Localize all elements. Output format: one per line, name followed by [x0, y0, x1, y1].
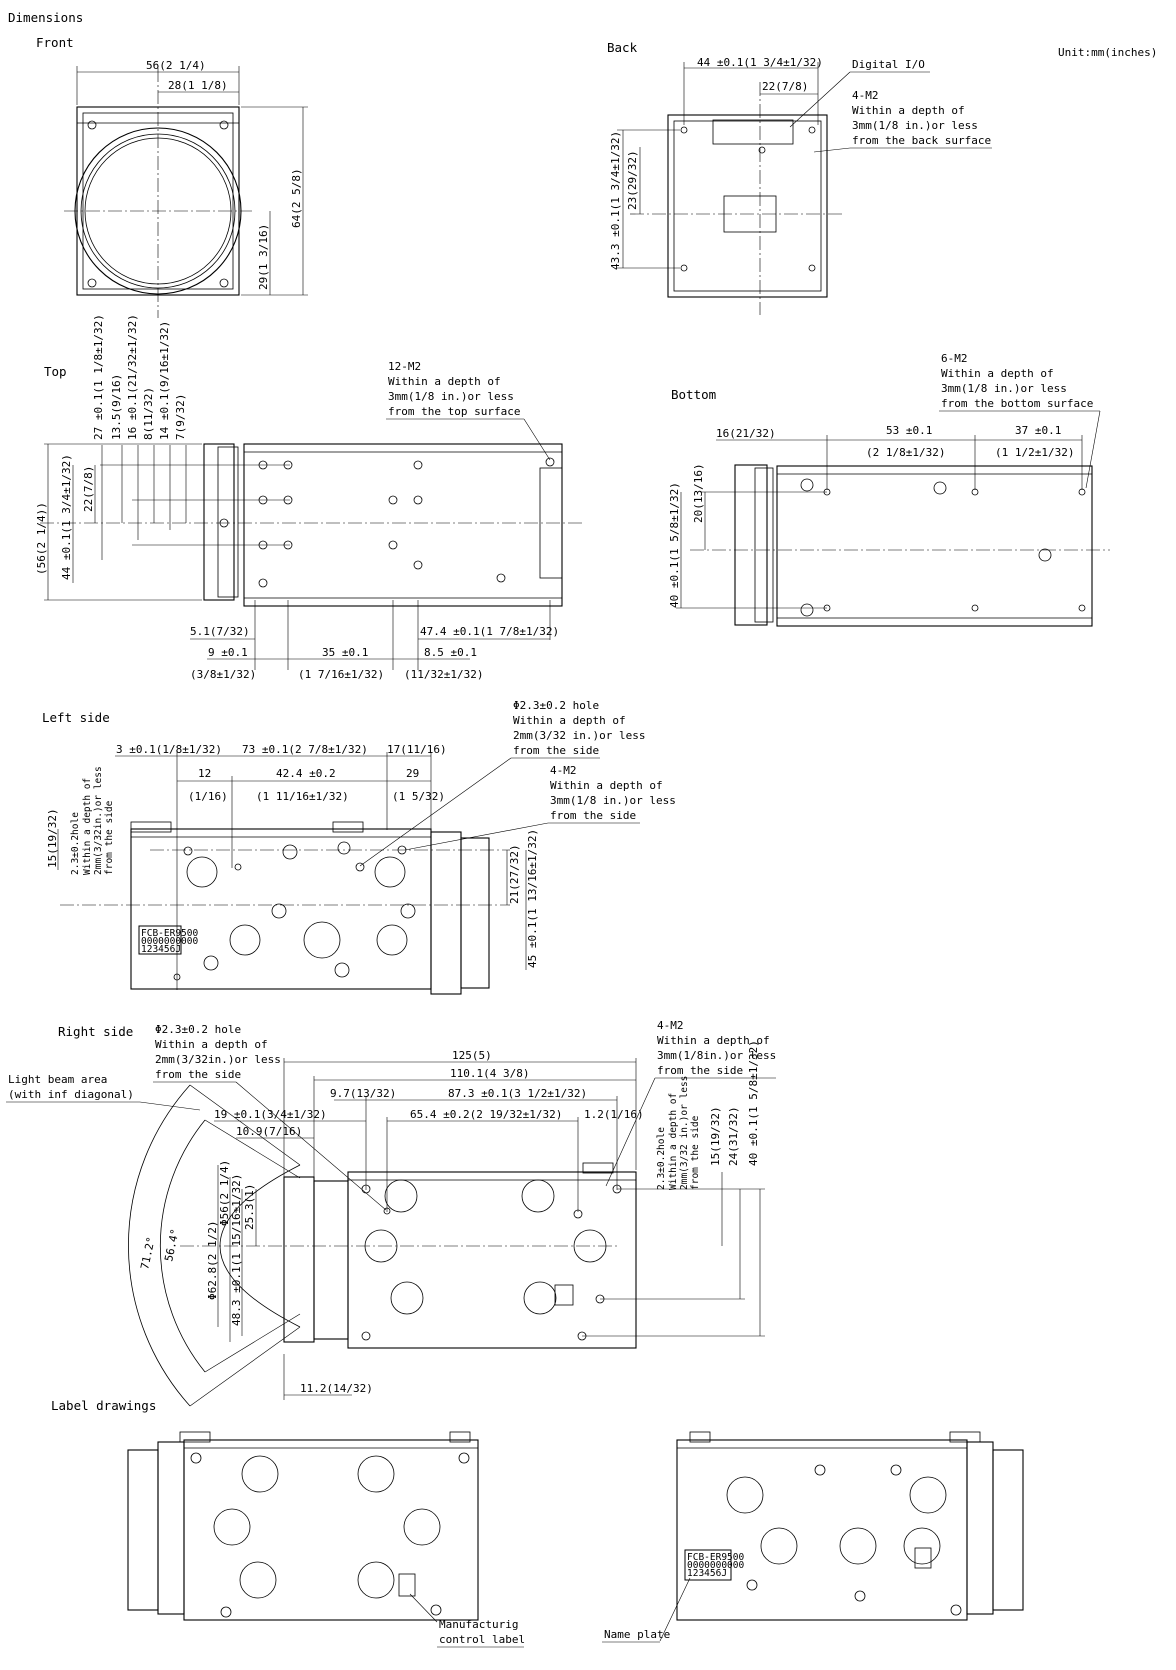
top-dim-27: 27 ±0.1(1 1/8±1/32): [92, 314, 105, 440]
back-dim-half: 22(7/8): [762, 80, 809, 93]
right-dim-62-8: Φ62.8(2 1/2): [206, 1220, 219, 1300]
back-callout-digital-io: Digital I/O: [852, 58, 925, 71]
front-dim-height: 64(2 5/8): [290, 168, 303, 228]
right-hole-note-1: 2.3±0.2hole: [656, 1127, 667, 1190]
left-hole-note-4: from the side: [104, 800, 115, 875]
bottom-dim-20: 20(13/16): [692, 463, 705, 523]
left-side-view: [42, 699, 676, 994]
right-dim-24: 24(31/32): [727, 1106, 740, 1166]
right-callout-m2-2: Within a depth of: [657, 1034, 770, 1047]
top-dim-47-4: 47.4 ±0.1(1 7/8±1/32): [420, 625, 560, 638]
top-callout-depth: Within a depth of: [388, 375, 501, 388]
front-dim-center-height: 29(1 3/16): [257, 223, 270, 290]
bottom-callout-surface: from the bottom surface: [941, 397, 1094, 410]
unit-label: Unit:mm(inches): [1058, 46, 1158, 59]
right-hole-note-2: Within a depth of: [668, 1092, 679, 1190]
back-dim-width: 44 ±0.1(1 3/4±1/32): [697, 56, 823, 69]
top-dim-44: 44 ±0.1(1 3/4±1/32): [60, 454, 73, 580]
back-callout-depth: Within a depth of: [852, 104, 965, 117]
front-title: Front: [36, 35, 74, 50]
left-callout-m2-2: Within a depth of: [550, 779, 663, 792]
right-dim-87-3: 87.3 ±0.1(3 1/2±1/32): [448, 1087, 588, 1100]
left-callout-m2-4: from the side: [550, 809, 637, 822]
top-dim-9: 9 ±0.1: [208, 646, 248, 659]
bottom-callout-3mm: 3mm(1/8 in.)or less: [941, 382, 1067, 395]
left-dim-45: 45 ±0.1(1 13/16±1/32): [526, 828, 539, 968]
right-callout-hole-4: from the side: [155, 1068, 242, 1081]
left-callout-m2-3: 3mm(1/8 in.)or less: [550, 794, 676, 807]
bottom-dim-16: 16(21/32): [716, 427, 776, 440]
top-dim-8-5: 8.5 ±0.1: [424, 646, 477, 659]
right-dim-11-2: 11.2(14/32): [300, 1382, 373, 1395]
left-callout-hole-3: 2mm(3/32 in.)or less: [513, 729, 646, 742]
left-hole-note-3: 2mm(3/32in.)or less: [93, 766, 104, 875]
left-callout-hole-2: Within a depth of: [513, 714, 626, 727]
back-callout-surface: from the back surface: [852, 134, 992, 147]
label-drawings-title: Label drawings: [51, 1398, 157, 1413]
left-hole-note-1: 2.3±0.2hole: [70, 812, 81, 875]
bottom-callout-depth: Within a depth of: [941, 367, 1054, 380]
right-dim-48-3: 48.3 ±0.1(1 15/16±1/32): [230, 1173, 243, 1326]
left-callout-hole-4: from the side: [513, 744, 600, 757]
right-angle-71: 71.2°: [138, 1235, 158, 1271]
right-dim-15: 15(19/32): [709, 1106, 722, 1166]
front-dim-half-width: 28(1 1/8): [168, 79, 228, 92]
plate-code: 123456J: [687, 1568, 728, 1579]
right-dim-25-3: 25.3(1): [243, 1183, 256, 1230]
top-dim-frac-1: (3/8±1/32): [190, 668, 257, 681]
bottom-title: Bottom: [671, 387, 717, 402]
bottom-callout-m2: 6-M2: [941, 352, 968, 365]
left-dim-42-4: 42.4 ±0.2: [276, 767, 336, 780]
label-callout-name-plate: Name plate: [604, 1628, 671, 1641]
top-dim-22: 22(7/8): [82, 465, 95, 512]
bottom-dim-37: 37 ±0.1: [1015, 424, 1062, 437]
top-dim-13-5: 13.5(9/16): [110, 373, 123, 440]
left-dim-17: 17(11/16): [387, 743, 447, 756]
back-dim-height: 43.3 ±0.1(1 3/4±1/32): [609, 130, 622, 270]
right-callout-m2-3: 3mm(1/8in.)or less: [657, 1049, 777, 1062]
right-dim-10-9: 10.9(7/16): [236, 1125, 303, 1138]
right-angle-56: 56.4°: [162, 1227, 182, 1263]
top-dim-35: 35 ±0.1: [322, 646, 369, 659]
label-callout-manufacturing-2: control label: [439, 1633, 526, 1646]
left-side-title: Left side: [42, 710, 110, 725]
left-dim-29: 29: [406, 767, 420, 780]
bottom-dim-frac-2: (1 1/2±1/32): [995, 446, 1075, 459]
left-dim-15: 15(19/32): [46, 808, 59, 868]
left-callout-m2-1: 4-M2: [550, 764, 577, 777]
light-beam-label-1: Light beam area: [8, 1073, 108, 1086]
right-dim-1-2: 1.2(1/16): [584, 1108, 644, 1121]
top-dim-frac-2: (1 7/16±1/32): [298, 668, 385, 681]
right-dim-65-4: 65.4 ±0.2(2 19/32±1/32): [410, 1108, 563, 1121]
right-side-title: Right side: [58, 1024, 134, 1039]
right-dim-40: 40 ±0.1(1 5/8±1/32): [747, 1040, 760, 1166]
right-dim-9-7: 9.7(13/32): [330, 1087, 397, 1100]
right-callout-m2-4: from the side: [657, 1064, 744, 1077]
back-title: Back: [607, 40, 638, 55]
right-dim-19: 19 ±0.1(3/4±1/32): [214, 1108, 327, 1121]
right-callout-hole-2: Within a depth of: [155, 1038, 268, 1051]
top-dim-7: 7(9/32): [174, 393, 187, 440]
back-callout-m2: 4-M2: [852, 89, 879, 102]
top-dim-5-1: 5.1(7/32): [190, 625, 250, 638]
top-dim-16: 16 ±0.1(21/32±1/32): [126, 314, 139, 440]
page-title: Dimensions: [8, 10, 84, 25]
plate-serial: 0000000000: [687, 1560, 745, 1571]
bottom-view: [668, 352, 1110, 626]
top-dim-overall: (56(2 1/4)): [35, 502, 48, 575]
left-hole-note-2: Within a depth of: [82, 777, 93, 875]
top-view: [35, 314, 582, 681]
bottom-dim-frac-1: (2 1/8±1/32): [866, 446, 946, 459]
front-dim-width: 56(2 1/4): [146, 59, 206, 72]
left-dim-21: 21(27/32): [508, 844, 521, 904]
right-hole-note-3: 2mm(3/32 in.)or less: [679, 1075, 690, 1190]
left-side-label-serial: 0000000000: [141, 936, 199, 947]
left-dim-frac-1: (1/16): [188, 790, 228, 803]
top-callout-surface: from the top surface: [388, 405, 521, 418]
left-dim-frac-3: (1 5/32): [392, 790, 445, 803]
top-dim-frac-3: (11/32±1/32): [404, 668, 484, 681]
light-beam-label-2: (with inf diagonal): [8, 1088, 134, 1101]
right-callout-hole-1: Φ2.3±0.2 hole: [155, 1023, 242, 1036]
left-dim-frac-2: (1 11/16±1/32): [256, 790, 349, 803]
top-title: Top: [44, 364, 67, 379]
label-callout-manufacturing-1: Manufacturig: [439, 1618, 519, 1631]
left-dim-12: 12: [198, 767, 212, 780]
top-dim-14: 14 ±0.1(9/16±1/32): [158, 320, 171, 440]
right-callout-hole-3: 2mm(3/32in.)or less: [155, 1053, 281, 1066]
top-dim-8: 8(11/32): [142, 387, 155, 440]
back-dim-half-height: 23(29/32): [626, 150, 639, 210]
bottom-dim-53: 53 ±0.1: [886, 424, 933, 437]
back-view: [607, 40, 992, 315]
left-side-label-code: 123456J: [141, 944, 182, 955]
right-side-view: [6, 1019, 776, 1406]
right-callout-m2-1: 4-M2: [657, 1019, 684, 1032]
right-dim-110-1: 110.1(4 3/8): [450, 1067, 530, 1080]
back-callout-3mm: 3mm(1/8 in.)or less: [852, 119, 978, 132]
right-dim-125: 125(5): [452, 1049, 492, 1062]
plate-model: FCB-ER9500: [687, 1552, 745, 1563]
left-dim-73: 73 ±0.1(2 7/8±1/32): [242, 743, 368, 756]
left-side-label-model: FCB-ER9500: [141, 928, 199, 939]
label-drawings: [51, 1398, 1023, 1647]
top-callout-m2: 12-M2: [388, 360, 422, 373]
bottom-dim-40: 40 ±0.1(1 5/8±1/32): [668, 482, 681, 608]
front-view: [36, 35, 308, 318]
right-hole-note-4: from the side: [690, 1115, 701, 1190]
top-callout-3mm: 3mm(1/8 in.)or less: [388, 390, 514, 403]
left-callout-hole-1: Φ2.3±0.2 hole: [513, 699, 600, 712]
right-dim-56: Φ56(2 1/4): [218, 1159, 231, 1226]
left-dim-3: 3 ±0.1(1/8±1/32): [116, 743, 222, 756]
